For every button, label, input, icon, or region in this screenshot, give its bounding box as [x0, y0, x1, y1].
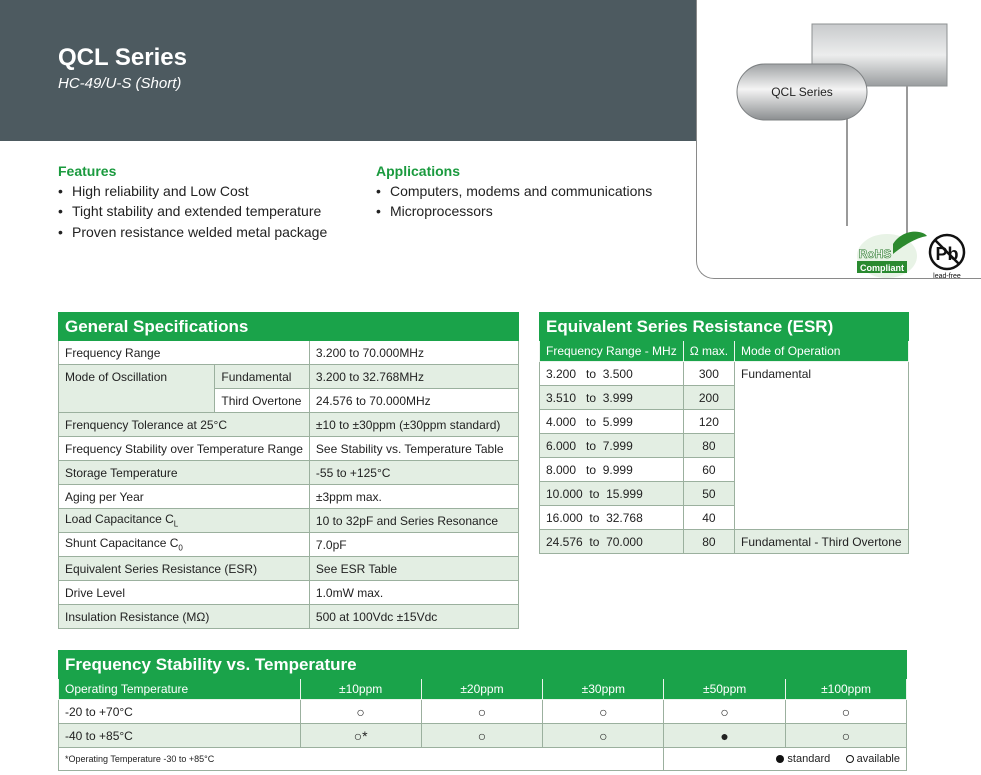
general-specs-table	[58, 312, 519, 629]
esr-table-title: Equivalent Series Resistance (ESR)	[540, 313, 909, 341]
list-item: • High reliability and Low Cost	[58, 181, 327, 201]
table-row: Equivalent Series Resistance (ESR) See ESR Table	[59, 557, 519, 581]
applications-heading: Applications	[376, 163, 461, 179]
table-row: -40 to +85°C ○* ○ ○ ● ○	[59, 724, 907, 748]
svg-text:lead-free: lead-free	[933, 273, 961, 280]
table-row: Storage Temperature -55 to +125°C	[59, 461, 519, 485]
lead-free-badge	[930, 235, 964, 280]
svg-text:Compliant: Compliant	[860, 263, 904, 273]
table-row: Load Capacitance $C_L$ 10 to 32pF and Series Resonance	[59, 509, 519, 533]
table-row: -20 to +70°C ○ ○ ○ ○ ○	[59, 700, 907, 724]
table-row: 24.576 to 70.000 80 Fundamental - Third Overtone	[540, 530, 909, 554]
crystal-icon	[697, 0, 981, 281]
available-circle-icon	[846, 755, 854, 763]
page-subtitle: HC-49/U-S (Short)	[58, 75, 182, 92]
legend-standard: standard	[787, 753, 831, 765]
table-row: 8.000 to 9.999 60	[540, 458, 909, 482]
list-item: • Tight stability and extended temperature	[58, 201, 327, 221]
table-row: 6.000 to 7.999 80	[540, 434, 909, 458]
svg-text:RoHS: RoHS	[858, 247, 892, 261]
table-row: Mode of Oscillation Fundamental 3.200 to 32.768MHz	[59, 365, 519, 389]
table-row: Frenquency Tolerance at 25°C ±10 to ±30ppm (±30ppm standard)	[59, 413, 519, 437]
table-row: 4.000 to 5.999 120	[540, 410, 909, 434]
legend-available: available	[856, 753, 900, 765]
applications-list	[376, 181, 652, 222]
esr-table	[539, 312, 909, 554]
stability-table	[58, 650, 907, 771]
table-row: 3.200 to 3.500 300 Fundamental	[540, 362, 909, 386]
table-row: Drive Level 1.0mW max.	[59, 581, 519, 605]
table-row: 16.000 to 32.768 40	[540, 506, 909, 530]
table-row: Shunt Capacitance $C_0$ 7.0pF	[59, 533, 519, 557]
features-list	[58, 181, 327, 242]
svg-text:Pb: Pb	[935, 244, 959, 264]
footnote-row: *Operating Temperature -30 to +85°C standard available	[59, 748, 907, 771]
stability-table-title: Frequency Stability vs. Temperature	[59, 651, 907, 679]
product-image-panel	[696, 0, 981, 279]
list-item: • Computers, modems and communications	[376, 181, 652, 201]
list-item: • Proven resistance welded metal package	[58, 222, 327, 242]
list-item: • Microprocessors	[376, 201, 652, 221]
table-row: Third Overtone 24.576 to 70.000MHz	[59, 389, 519, 413]
table-row: 10.000 to 15.999 50	[540, 482, 909, 506]
page-title: QCL Series	[58, 44, 187, 71]
features-heading: Features	[58, 163, 117, 179]
general-specs-title: General Specifications	[59, 313, 519, 341]
table-row: Frequency Stability over Temperature Range See Stability vs. Temperature Table	[59, 437, 519, 461]
table-row: Aging per Year ±3ppm max.	[59, 485, 519, 509]
table-row: 3.510 to 3.999 200	[540, 386, 909, 410]
table-header-row: Operating Temperature ±10ppm ±20ppm ±30ppm ±50ppm ±100ppm	[59, 679, 907, 700]
table-row: Insulation Resistance (MΩ) 500 at 100Vdc ±15Vdc	[59, 605, 519, 629]
table-row: Frequency Range 3.200 to 70.000MHz	[59, 341, 519, 365]
rohs-badge	[857, 232, 927, 278]
standard-dot-icon	[776, 755, 784, 763]
svg-text:QCL Series: QCL Series	[771, 85, 833, 99]
table-header-row: Frequency Range - MHz Ω max. Mode of Operation	[540, 341, 909, 362]
